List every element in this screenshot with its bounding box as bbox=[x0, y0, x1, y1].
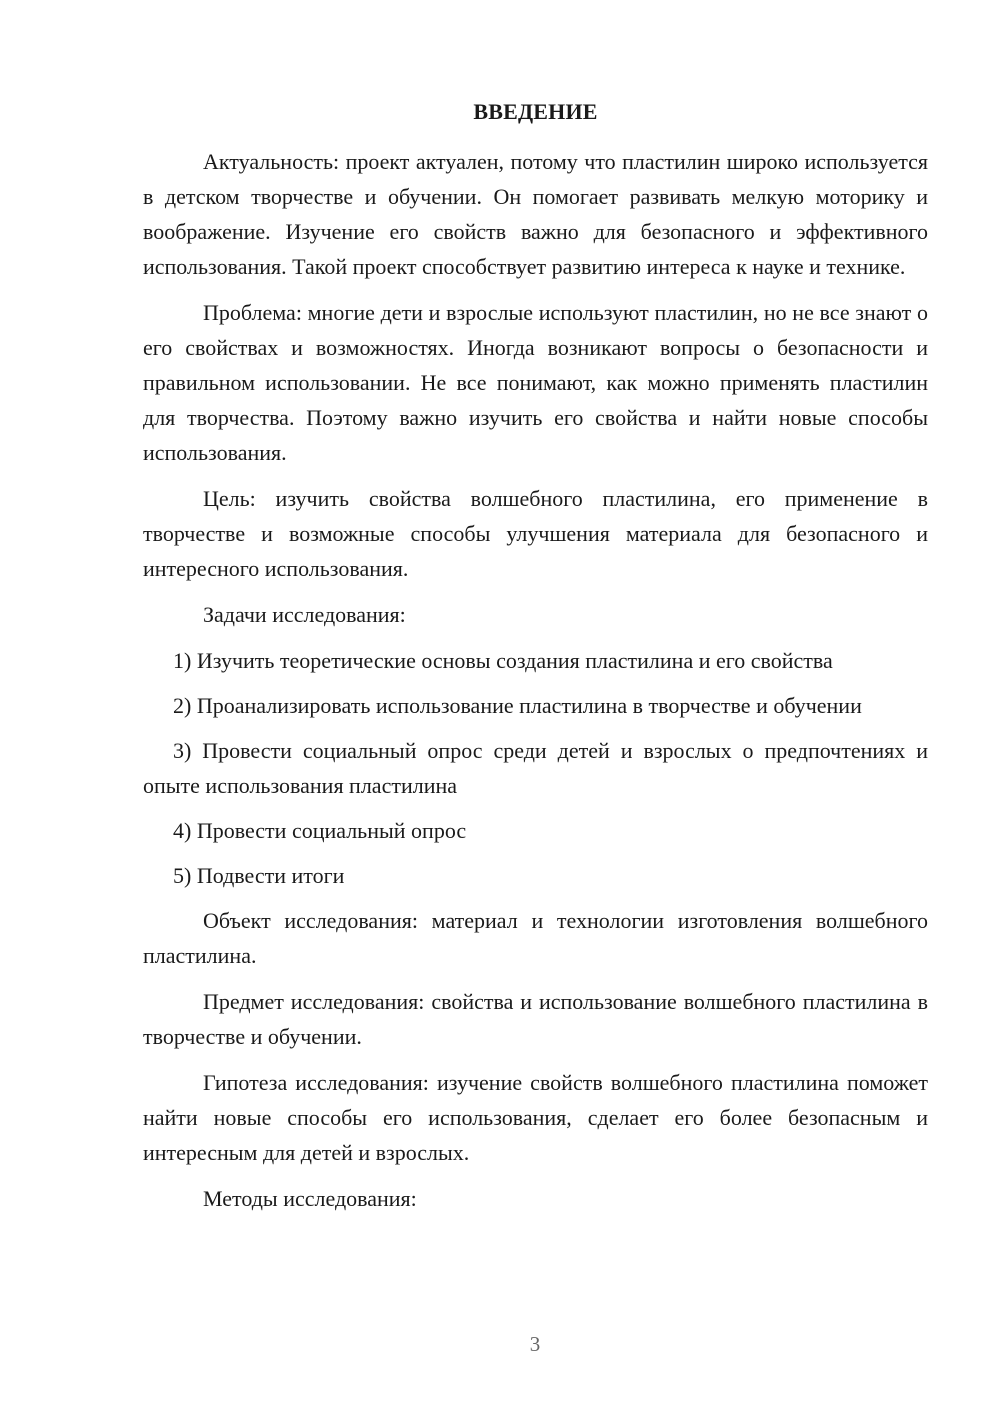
page-title: ВВЕДЕНИЕ bbox=[473, 99, 598, 124]
task-item-5: 5) Подвести итоги bbox=[173, 863, 345, 888]
task-item-1: 1) Изучить теоретические основы создания пластилина и его свойства bbox=[173, 648, 833, 673]
paragraph-relevance: Актуальность: проект актуален, потому что пластилин широко используется в детском творчестве и обучении. Он помогает развивать мелкую моторику и воображение. Изучение его свойств важно для безопасного и эффективного использования. Такой проект способствует развитию интереса к науке и технике. bbox=[143, 149, 928, 279]
document-body bbox=[143, 94, 928, 1227]
task-item-4: 4) Провести социальный опрос bbox=[173, 818, 467, 843]
task-item-3: 3) Провести социальный опрос среди детей и взрослых о предпочтениях и опыте использования пластилина bbox=[143, 738, 928, 798]
paragraph-goal: Цель: изучить свойства волшебного пластилина, его применение в творчестве и возможные способы улучшения материала для безопасного и интересного использования. bbox=[143, 486, 928, 581]
paragraph-subject: Предмет исследования: свойства и использование волшебного пластилина в творчестве и обучении. bbox=[143, 989, 928, 1049]
task-item-2: 2) Проанализировать использование пластилина в творчестве и обучении bbox=[173, 693, 862, 718]
page-number: 3 bbox=[529, 1332, 541, 1356]
paragraph-object: Объект исследования: материал и технологии изготовления волшебного пластилина. bbox=[143, 908, 928, 968]
tasks-heading: Задачи исследования: bbox=[203, 602, 406, 627]
methods-heading: Методы исследования: bbox=[203, 1186, 417, 1211]
paragraph-problem: Проблема: многие дети и взрослые используют пластилин, но не все знают о его свойствах и возможностях. Иногда возникают вопросы о безопасности и правильном использовании. Не все понимают, как можно применять пластилин для творчества. Поэтому важно изучить его свойства и найти новые способы использования. bbox=[143, 300, 928, 465]
paragraph-hypothesis: Гипотеза исследования: изучение свойств волшебного пластилина поможет найти новые способы его использования, сделает его более безопасным и интересным для детей и взрослых. bbox=[143, 1070, 928, 1165]
